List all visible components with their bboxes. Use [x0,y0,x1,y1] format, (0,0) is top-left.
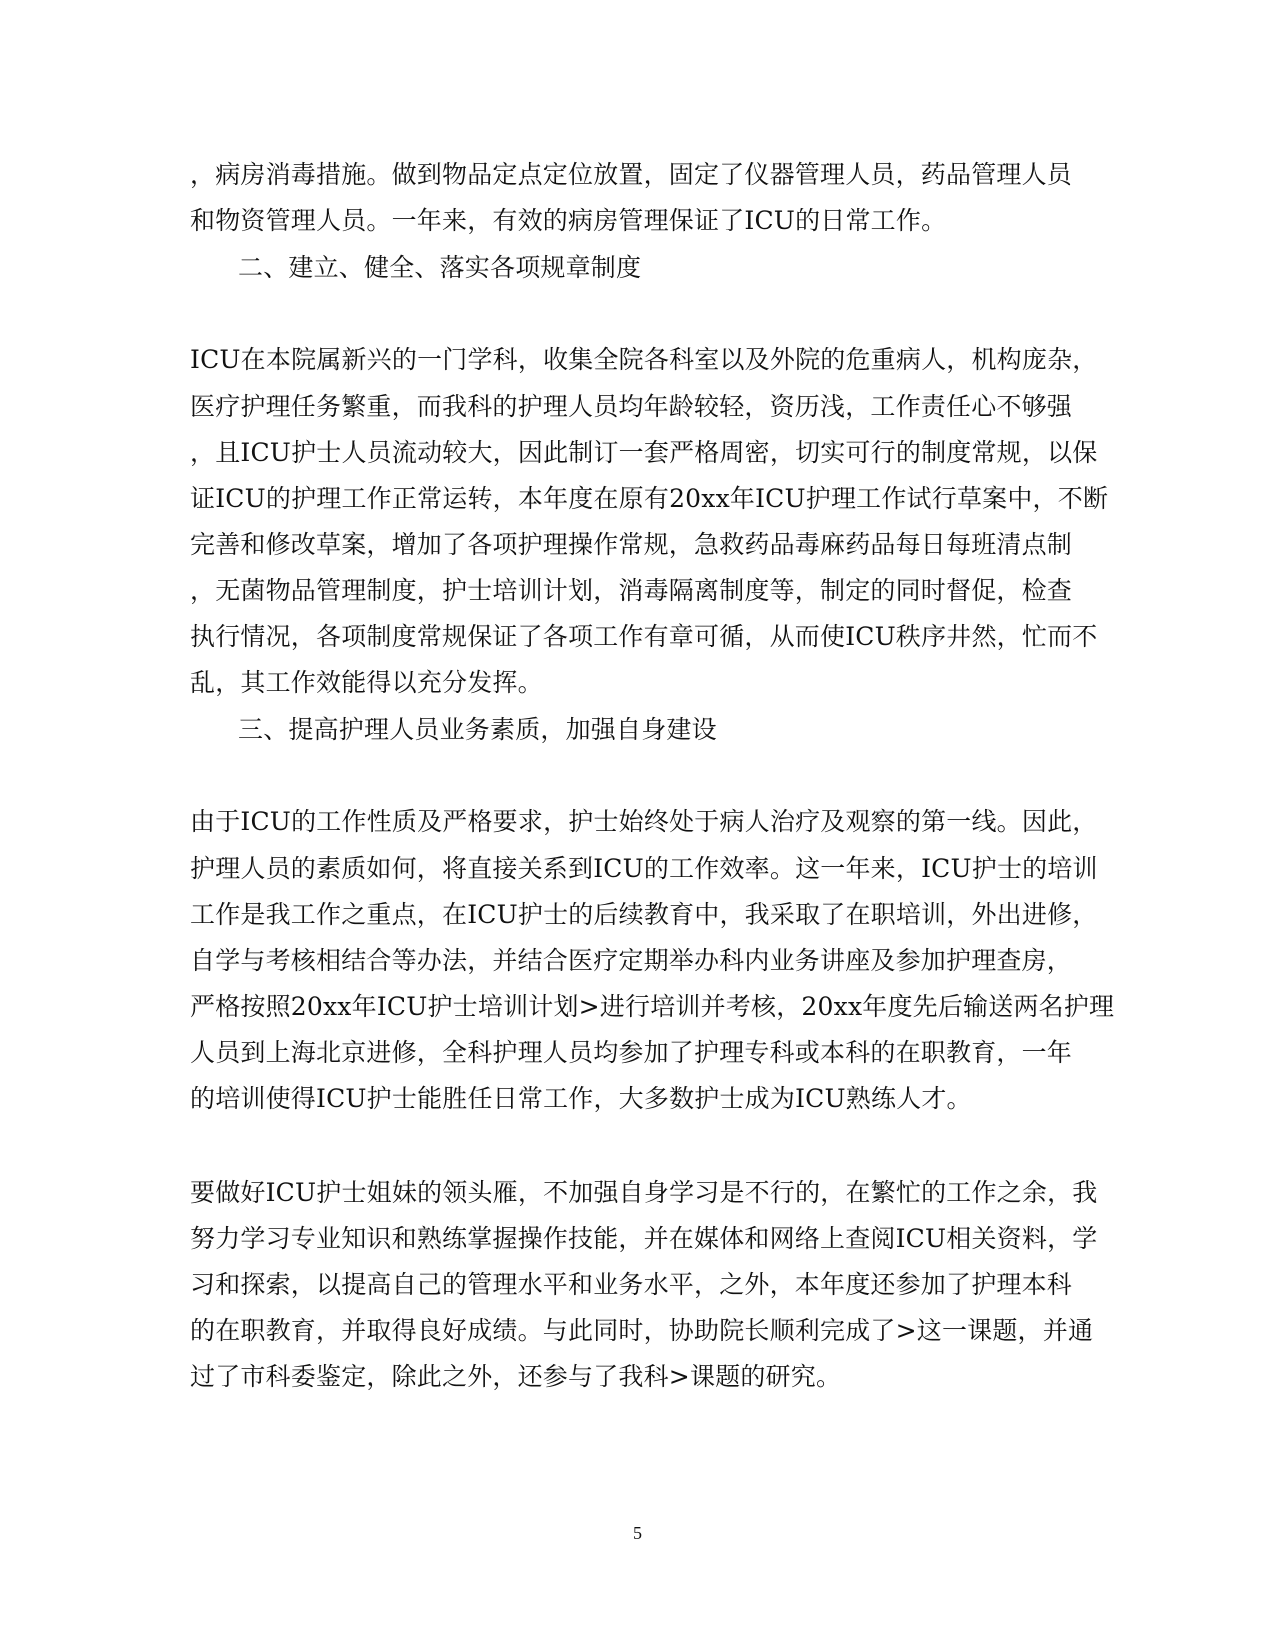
paragraph-line: 执行情况，各项制度常规保证了各项工作有章可循，从而使ICU秩序井然，忙而不 [190,622,1098,651]
paragraph-line: 工作是我工作之重点，在ICU护士的后续教育中，我采取了在职培训，外出进修， [190,900,1098,929]
paragraph-line: ，病房消毒措施。做到物品定点定位放置，固定了仪器管理人员，药品管理人员 [190,160,1073,189]
paragraph-line: 自学与考核相结合等办法，并结合医疗定期举办科内业务讲座及参加护理查房， [190,946,1073,975]
paragraph-line: 由于ICU的工作性质及严格要求，护士始终处于病人治疗及观察的第一线。因此， [190,807,1098,836]
paragraph-line: 和物资管理人员。一年来，有效的病房管理保证了ICU的日常工作。 [190,206,947,235]
paragraph-line: 严格按照20xx年ICU护士培训计划>进行培训并考核，20xx年度先后输送两名护理 [190,992,1115,1021]
paragraph-line: ，且ICU护士人员流动较大，因此制订一套严格周密，切实可行的制度常规，以保 [190,438,1098,467]
paragraph-line: 护理人员的素质如何，将直接关系到ICU的工作效率。这一年来，ICU护士的培训 [190,854,1098,883]
section-heading: 二、建立、健全、落实各项规章制度 [238,253,642,282]
paragraph-line: 完善和修改草案，增加了各项护理操作常规，急救药品毒麻药品每日每班清点制 [190,530,1073,559]
paragraph-line: ，无菌物品管理制度，护士培训计划，消毒隔离制度等，制定的同时督促，检查 [190,576,1073,605]
paragraph-line: 过了市科委鉴定，除此之外，还参与了我科>课题的研究。 [190,1362,842,1391]
paragraph-line: 要做好ICU护士姐妹的领头雁，不加强自身学习是不行的，在繁忙的工作之余，我 [190,1178,1098,1207]
page-number: 5 [633,1523,642,1543]
paragraph-line: 习和探索，以提高自己的管理水平和业务水平，之外，本年度还参加了护理本科 [190,1270,1073,1299]
paragraph-line: ICU在本院属新兴的一门学科，收集全院各科室以及外院的危重病人，机构庞杂， [190,345,1098,374]
paragraph-line: 乱，其工作效能得以充分发挥。 [190,668,543,697]
paragraph-line: 的培训使得ICU护士能胜任日常工作，大多数护士成为ICU熟练人才。 [190,1084,972,1113]
paragraph-line: 证ICU的护理工作正常运转，本年度在原有20xx年ICU护理工作试行草案中，不断 [190,484,1109,513]
paragraph-line: 努力学习专业知识和熟练掌握操作技能，并在媒体和网络上查阅ICU相关资料，学 [190,1224,1098,1253]
paragraph-line: 医疗护理任务繁重，而我科的护理人员均年龄较轻，资历浅，工作责任心不够强 [190,392,1073,421]
paragraph-line: 的在职教育，并取得良好成绩。与此同时，协助院长顺利完成了>这一课题，并通 [190,1316,1094,1345]
section-heading: 三、提高护理人员业务素质，加强自身建设 [238,715,717,744]
paragraph-line: 人员到上海北京进修，全科护理人员均参加了护理专科或本科的在职教育，一年 [190,1038,1073,1067]
